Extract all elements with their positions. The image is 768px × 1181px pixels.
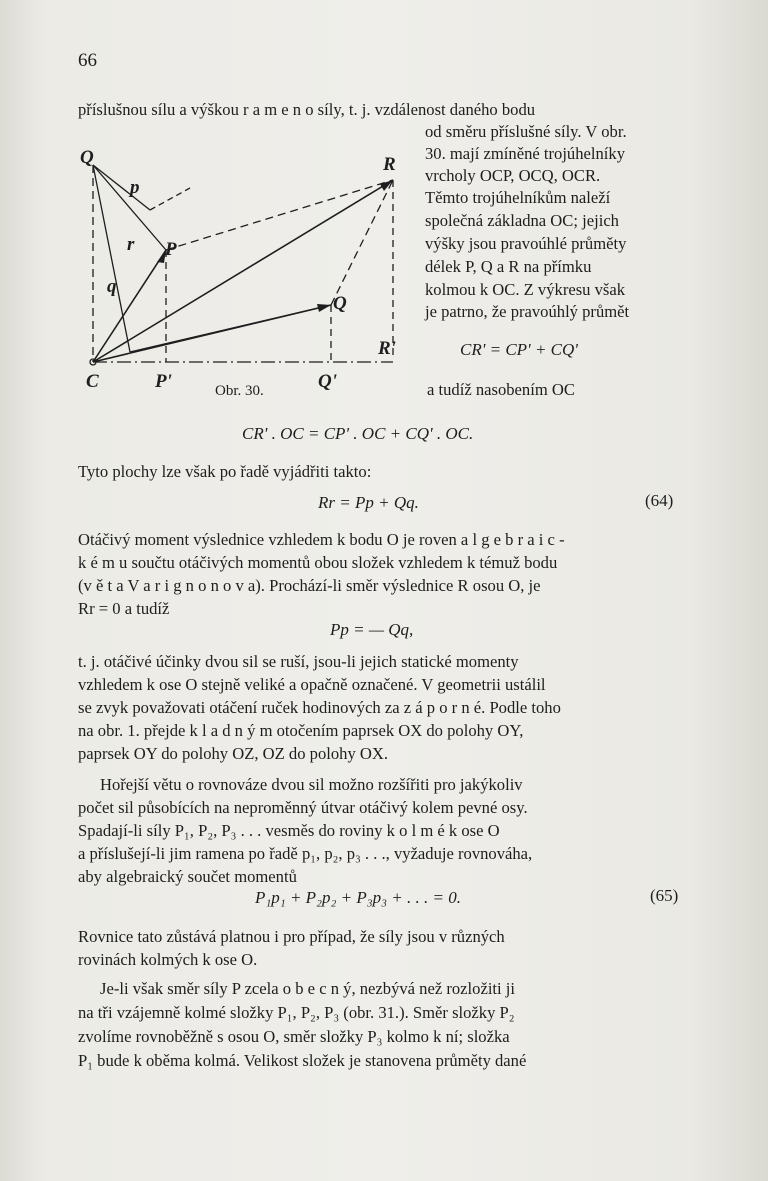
label-q: q [107,276,117,297]
text-line: a příslušejí-li jim ramena po řadě p₁, p₂, p₃ . . ., vyžaduje rovnováha, [78,844,533,863]
text-line: vrcholy OCP, OCQ, OCR. [425,166,601,185]
text-line: Rovnice tato zůstává platnou i pro případ, že síly jsou v různých [78,927,505,946]
text-line: a tudíž nasobením OC [427,380,575,399]
label-R: R [383,154,396,175]
text-line: od směru příslušné síly. V obr. [425,122,627,141]
figure-caption: Obr. 30. [215,383,264,399]
text-line: Je-li však směr síly P zcela o b e c n ý, nezbývá než rozložiti ji [100,979,516,998]
equation-64: Rr = Pp + Qq. [318,493,419,512]
text-line: 30. mají zmíněné trojúhelníky [425,144,626,163]
label-R-prime: R' [378,338,396,359]
text-line: vzhledem k ose O stejně veliké a opačně označené. V geometrii ustálil [78,675,546,694]
text-line: aby algebraický součet momentů [78,867,297,886]
arrow-r [380,180,393,191]
label-p: p [130,177,140,198]
text-line: se zvyk považovati otáčení ruček hodinových za z á p o r n é. Podle toho [78,698,561,717]
equation-multiplied: CR' . OC = CP' . OC + CQ' . OC. [242,424,474,443]
equation-number-64: (64) [645,491,674,510]
label-Q-top: Q [80,147,94,168]
label-Q-point: Q [333,293,347,314]
equation-pq: Pp = — Qq, [330,620,414,639]
label-P-prime: P' [155,371,172,392]
vector-r [93,180,393,362]
ray-q [93,165,130,352]
label-Q-prime: Q' [318,371,337,392]
text-line: na obr. 1. přejde k l a d n ý m otočením paprsek OX do polohy OY, [78,721,524,740]
page-number: 66 [78,50,97,71]
text-line: Spadají-li síly P₁, P₂, P₃ . . . vesměs do roviny k o l m é k ose O [78,821,500,840]
equation-number-65: (65) [650,886,679,905]
text-line: Těmto trojúhelníkům naleží [425,188,611,207]
text-line: na tři vzájemně kolmé složky P₁, P₂, P₃ (obr. 31.). Směr složky P₂ [78,1003,515,1022]
perp-p [150,188,190,210]
text-line: příslušnou sílu a výškou r a m e n o síly, t. j. vzdálenost daného bodu [78,100,536,119]
equation-projection: CR' = CP' + CQ' [460,340,578,359]
text-line: kolmou k OC. Z výkresu však [425,280,626,299]
text-line: Rr = 0 a tudíž [78,599,170,618]
text-line: je patrno, že pravoúhlý průmět [425,302,630,321]
text-line: společná základna OC; jejich [425,211,619,230]
text-line: (v ě t a V a r i g n o n o v a). Prochází-li směr výslednice R osou O, je [78,576,541,595]
text-line: délek P, Q a R na přímku [425,257,592,276]
text-line: zvolíme rovnoběžně s osou O, směr složky P₃ kolmo k ní; složka [78,1027,510,1046]
ray-p [93,165,150,210]
text-line: výšky jsou pravoúhlé průměty [425,234,627,253]
text-line: rovinách kolmých k ose O. [78,950,258,969]
text-line: Hořejší větu o rovnováze dvou sil možno rozšířiti pro jakýkoliv [100,775,523,794]
text-line: počet sil působících na neproměnný útvar otáčivý kolem pevné osy. [78,798,528,817]
label-C: C [86,371,99,392]
text-line: Otáčivý moment výslednice vzhledem k bodu O je roven a l g e b r a i c - [78,530,565,549]
text-line: paprsek OY do polohy OZ, OZ do polohy OX. [78,744,389,763]
text-line: t. j. otáčivé účinky dvou sil se ruší, jsou-li jejich statické momenty [78,652,519,671]
vector-q [93,305,331,362]
arrow-q [317,304,331,312]
vector-p [93,250,166,362]
label-P: P [165,239,177,260]
parallel-pr [166,180,393,250]
text-line: Tyto plochy lze však po řadě vyjádřiti takto: [78,462,372,481]
text-line: P₁ bude k oběma kolmá. Velikost složek je stanovena průměty dané [78,1051,527,1070]
label-r: r [127,234,135,255]
text-line: k é m u součtu otáčivých momentů obou složek vzhledem k témuž bodu [78,553,558,572]
equation-65: P₁p₁ + P₂p₂ + P₃p₃ + . . . = 0. [255,888,462,907]
